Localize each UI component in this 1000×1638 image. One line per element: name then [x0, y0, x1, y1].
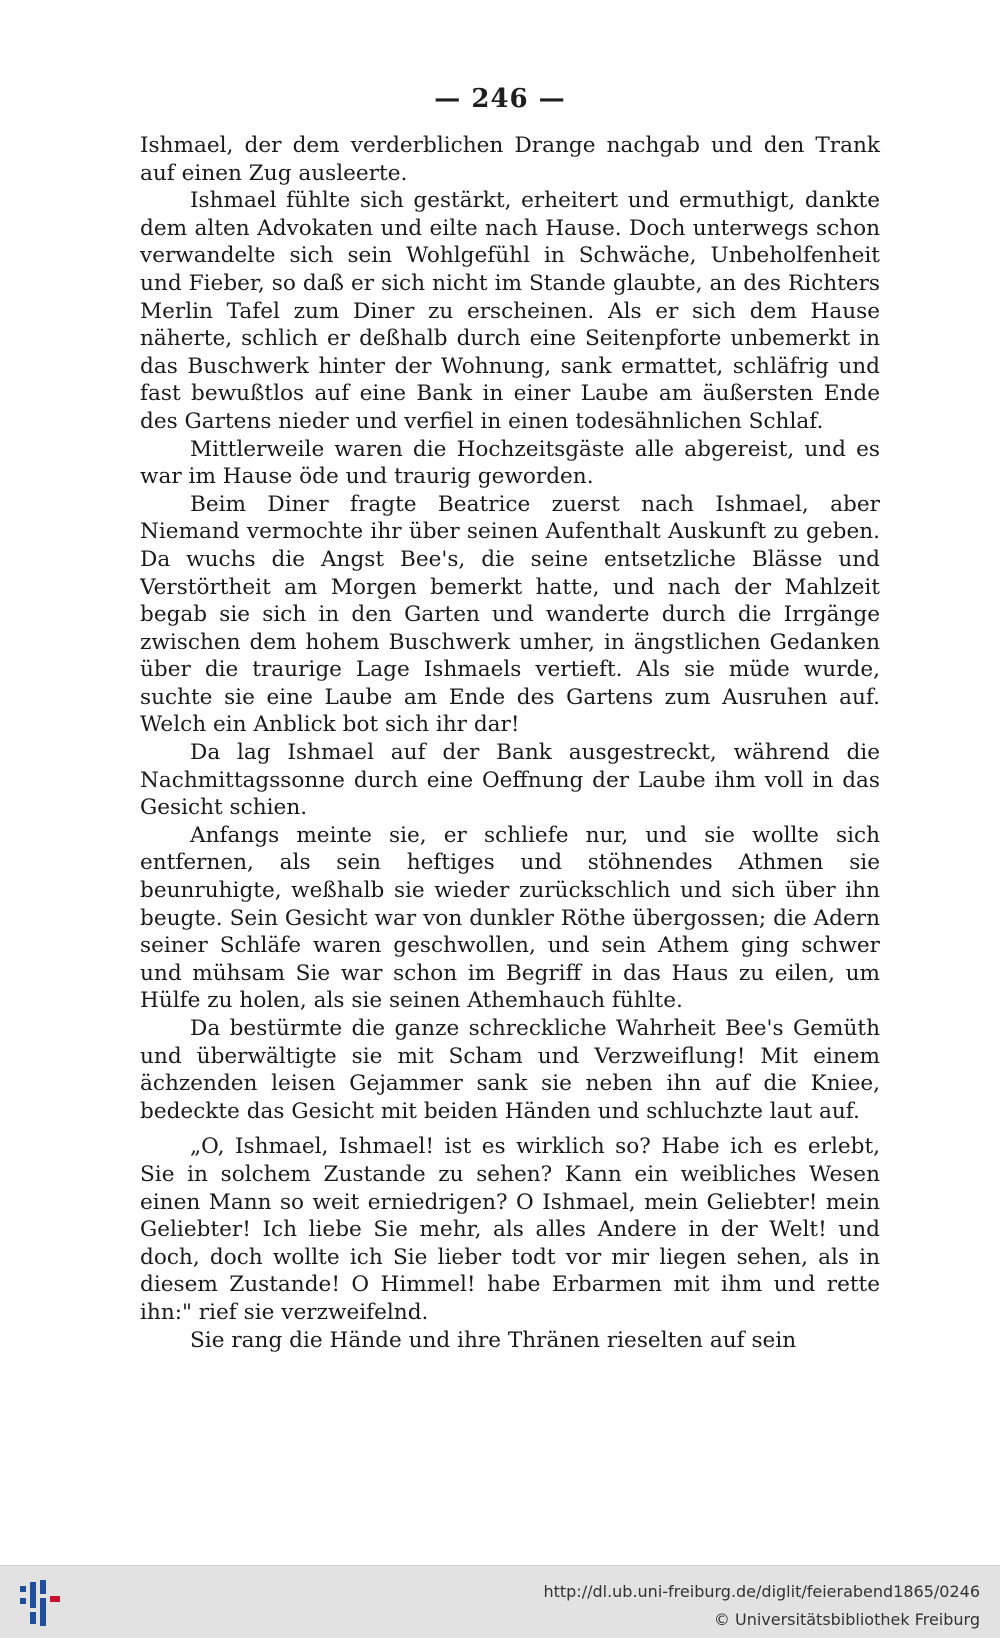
ub-freiburg-logo-icon[interactable]: [16, 1578, 64, 1628]
paragraph-1: Ishmael, der dem verderblichen Drange nachgab und den Trank auf einen Zug ausleerte.: [140, 133, 880, 186]
paragraph-8: „O, Ishmael, Ishmael! ist es wirklich so? Habe ich es erlebt, Sie in solchem Zustande zu sehen? Kann ein weibliches Wesen einen Mann so weit erniedrigen? O Ishmael, mein Geliebter! mein Geliebter! Ich liebe Sie mehr, als alles Andere in der Welt! und doch, doch wollte ich Sie lieber todt vor mir liegen sehen, als in diesem Zustande! O Himmel! habe Erbarmen mit ihm und rette ihn:" rief sie verzweifelnd.: [140, 1134, 880, 1325]
viewer-footer: [0, 1565, 1000, 1638]
copyright-notice: © Universitätsbibliothek Freiburg: [713, 1610, 980, 1629]
paragraph-9: Sie rang die Hände und ihre Thränen rieselten auf sein: [190, 1327, 797, 1353]
paragraph-4: Beim Diner fragte Beatrice zuerst nach Ishmael, aber Niemand vermochte ihr über seinen Aufenthalt Auskunft zu geben. Da wuchs die Angst Bee's, die seine entsetzliche Blässe und Verstörtheit am Morgen bemerkt hatte, und nach der Mahlzeit begab sie sich in den Garten und wanderte durch die Irrgänge zwischen dem hohem Buschwerk umher, in ängstlichen Gedanken über die traurige Lage Ishmaels vertieft. Als sie müde wurde, suchte sie eine Laube am Ende des Gartens zum Ausruhen auf. Welch ein Anblick bot sich ihr dar!: [140, 491, 880, 738]
paragraph-2: Ishmael fühlte sich gestärkt, erheitert und ermuthigt, dankte dem alten Advokaten und eilte nach Hause. Doch unterwegs schon verwandelte sich sein Wohlgefühl in Schwäche, Unbeholfenheit und Fieber, so daß er sich nicht im Stande glaubte, an des Richters Merlin Tafel zum Diner zu erscheinen. Als er sich dem Hause näherte, schlich er deßhalb durch eine Seitenpforte unbemerkt in das Buschwerk hinter der Wohnung, sank ermattet, schläfrig und fast bewußtlos auf eine Bank in einer Laube am äußersten Ende des Gartens nieder und verfiel in einen todesähnlichen Schlaf.: [140, 188, 880, 434]
page-body-text: [140, 132, 880, 1354]
paragraph-7: Da bestürmte die ganze schreckliche Wahrheit Bee's Gemüth und überwältigte sie mit Scham und Verzweiflung! Mit einem ächzenden leisen Gejammer sank sie neben ihn auf die Kniee, bedeckte das Gesicht mit beiden Händen und schluchzte laut auf.: [140, 1016, 880, 1124]
paragraph-3: Mittlerweile waren die Hochzeitsgäste alle abgereist, und es war im Hause öde und traurig geworden.: [140, 436, 880, 490]
paragraph-5: Da lag Ishmael auf der Bank ausgestreckt, während die Nachmittagssonne durch eine Oeffnung der Laube ihm voll in das Gesicht schien.: [140, 740, 880, 821]
permalink-url[interactable]: http://dl.ub.uni-freiburg.de/diglit/feierabend1865/0246: [543, 1582, 980, 1601]
page-number: — 246 —: [434, 84, 566, 114]
paragraph-6: Anfangs meinte sie, er schliefe nur, und sie wollte sich entfernen, als sein heftiges und stöhnendes Athmen sie beunruhigte, weßhalb sie wieder zurückschlich und sich über ihn beugte. Sein Gesicht war von dunkler Röthe übergossen; die Adern seiner Schläfe waren geschwollen, und sein Athem ging schwer und mühsam Sie war schon im Begriff in das Haus zu eilen, um Hülfe zu holen, als sie seinen Athemhauch fühlte.: [140, 822, 880, 1014]
